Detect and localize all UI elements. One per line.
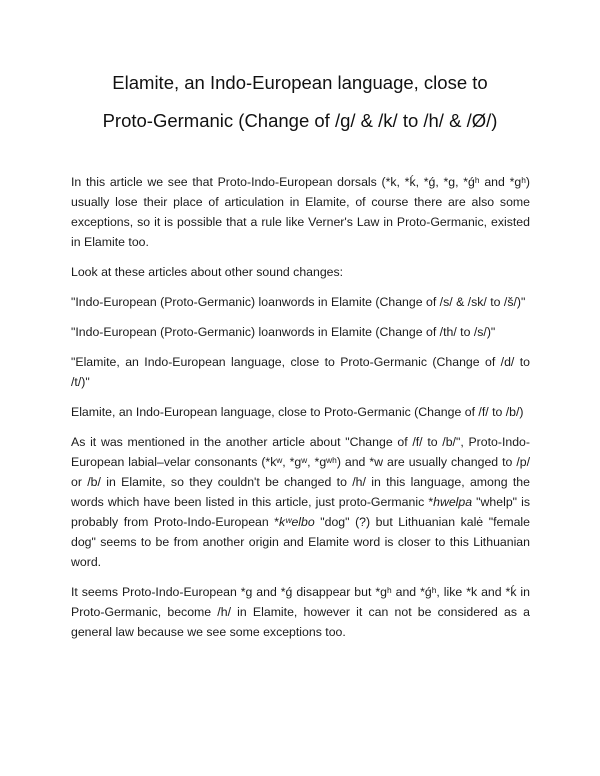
paragraph-conclusion: It seems Proto-Indo-European *g and *ǵ disappear but *gʰ and *ǵʰ, like *k and *ḱ in Proto-Germanic, become /h/ in Elamite, however it can not be considered as a general law because we see some exceptions too. bbox=[71, 585, 530, 639]
para7-italic-kwelbo: kʷelbo bbox=[279, 515, 315, 529]
para7-before: As it was mentioned in the another article about "Change of /f/ to /b/", Proto-Indo-European labial–velar consonants (*kʷ, *gʷ, *gʷʰ) and *w are usually changed to /p/ or /b/ in Elamite, so they couldn't be changed to /h/ in this language, among the words which have been listed in this article, just proto-Germanic * bbox=[71, 435, 530, 509]
paragraph-link-d-t: "Elamite, an Indo-European language, close to Proto-Germanic (Change of /d/ to /t/)" bbox=[71, 355, 530, 389]
paragraph-link-f-b: Elamite, an Indo-European language, close to Proto-Germanic (Change of /f/ to /b/) bbox=[71, 405, 524, 419]
paragraph-link-th: "Indo-European (Proto-Germanic) loanwords in Elamite (Change of /th/ to /s/)" bbox=[71, 325, 496, 339]
paragraph-look-at: Look at these articles about other sound changes: bbox=[71, 265, 344, 279]
paragraph-intro: In this article we see that Proto-Indo-European dorsals (*k, *ḱ, *ǵ, *g, *ǵʰ and *gʰ) usually lose their place of articulation in Elamite, of course there are also some exceptions, so it is possible that a rule like Verner's Law in Proto-Germanic, existed in Elamite too. bbox=[71, 175, 530, 249]
para7-italic-hwelpa: hwelpa bbox=[433, 495, 473, 509]
paragraph-labial-velar bbox=[71, 432, 530, 572]
para7-middle: "whelp" is probably from Proto-Indo-European * bbox=[71, 495, 530, 529]
document-body bbox=[71, 172, 530, 652]
document-title-line-1: Elamite, an Indo-European language, close to bbox=[112, 72, 488, 93]
para7-after: "dog" (?) but Lithuanian kalė "female dog" seems to be from another origin and Elamite word is closer to this Lithuanian word. bbox=[71, 515, 530, 569]
paragraph-link-s-sk: "Indo-European (Proto-Germanic) loanwords in Elamite (Change of /s/ & /sk/ to /š/)" bbox=[71, 295, 526, 309]
document-title-line-2: Proto-Germanic (Change of /g/ & /k/ to /h/ & /Ø/) bbox=[102, 110, 498, 131]
